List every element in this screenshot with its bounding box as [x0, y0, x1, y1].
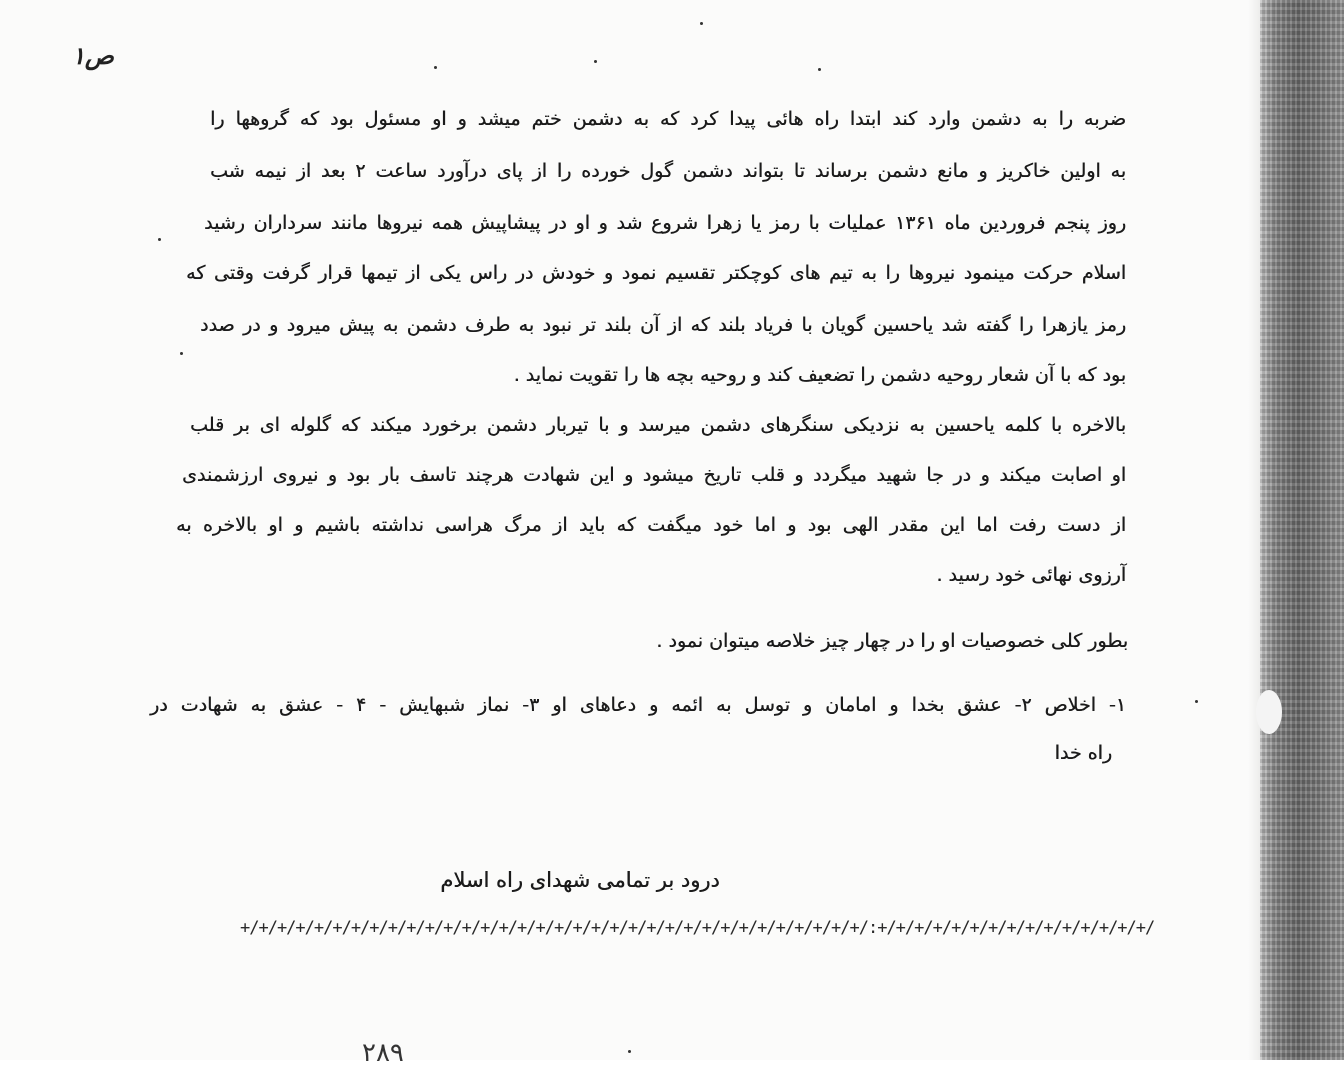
- scan-speck: [434, 66, 437, 69]
- paragraph-2-line-2: او اصابت میکند و در جا شهید میگردد و قلب تاریخ میشود و این شهادت هرچند تاسف بار بود و نیروی ارزشمندی: [182, 464, 1126, 486]
- scan-speck: [818, 68, 821, 71]
- scan-speck: [158, 238, 161, 241]
- paragraph-1-line-3: روز پنجم فروردین ماه ۱۳۶۱ عملیات با رمز یا زهرا شروع شد و او در پیشاپیش همه نیروها مانند سرداران رشید: [204, 212, 1126, 234]
- scanned-binding-strip: [1260, 0, 1344, 1060]
- paragraph-1-line-4: اسلام حرکت مینمود نیروها را به تیم های کوچکتر تقسیم نمود و خودش در راس یکی از تیمها قرار گرفت وقتی که: [186, 262, 1126, 284]
- paragraph-1-line-2: به اولین خاکریز و مانع دشمن برساند تا بتواند دشمن گول خورده را از پای درآورد ساعت ۲ بعد از نیمه شب: [210, 160, 1126, 182]
- punch-hole: [1256, 690, 1282, 734]
- scan-speck: [628, 1050, 631, 1053]
- paragraph-2-line-4: آرزوی نهائی خود رسید .: [936, 564, 1126, 586]
- page-number: ۲۸۹: [362, 1038, 404, 1068]
- paragraph-2-line-3: از دست رفت اما این مقدر الهی بود و اما خود میگفت که باید از مرگ هراسی نداشته باشیم و او بالاخره به: [176, 514, 1126, 536]
- ornamental-divider: +/+/+/+/+/+/+/+/+/+/+/+/+/+/+/+/+/+/+/+/+/+/+/+/+/+/+/+/+/+/+/+/+/+/:+/+/+/+/+/+/+/+/+/+/+/+/+/+/+/: [240, 918, 1155, 938]
- binding-shadow: [1248, 0, 1260, 1060]
- summary-line: بطور کلی خصوصیات او را در چهار چیز خلاصه میتوان نمود .: [656, 630, 1128, 652]
- scan-speck: [700, 22, 703, 25]
- scan-speck: [594, 60, 597, 63]
- paragraph-2-line-1: بالاخره با کلمه یاحسین به نزدیکی سنگرهای دشمن میرسد و با تیربار دشمن برخورد میکند که گلوله ای بر قلب: [190, 414, 1126, 436]
- list-line-2: راه خدا: [1054, 742, 1112, 764]
- page-mark: ص۱: [72, 42, 114, 70]
- scan-speck: [180, 352, 183, 355]
- paragraph-1-line-1: ضربه را به دشمن وارد کند ابتدا راه هائی پیدا کرد که به دشمن ختم میشد و او مسئول بود که گروهها را: [210, 108, 1126, 130]
- closing-salutation: درود بر تمامی شهدای راه اسلام: [440, 868, 720, 892]
- paragraph-1-line-6: بود که با آن شعار روحیه دشمن را تضعیف کند و روحیه بچه ها را تقویت نماید .: [513, 364, 1126, 386]
- list-line-1: ۱- اخلاص ۲- عشق بخدا و امامان و توسل به ائمه و دعاهای او ۳- نماز شبهایش - ۴ - عشق به شهادت در: [150, 694, 1126, 716]
- scan-speck: [1195, 700, 1198, 703]
- paragraph-1-line-5: رمز یازهرا را گفته شد یاحسین گویان با فریاد بلند که از آن بلند تر نبود به طرف دشمن به پیش میرود و در صدد: [200, 314, 1126, 336]
